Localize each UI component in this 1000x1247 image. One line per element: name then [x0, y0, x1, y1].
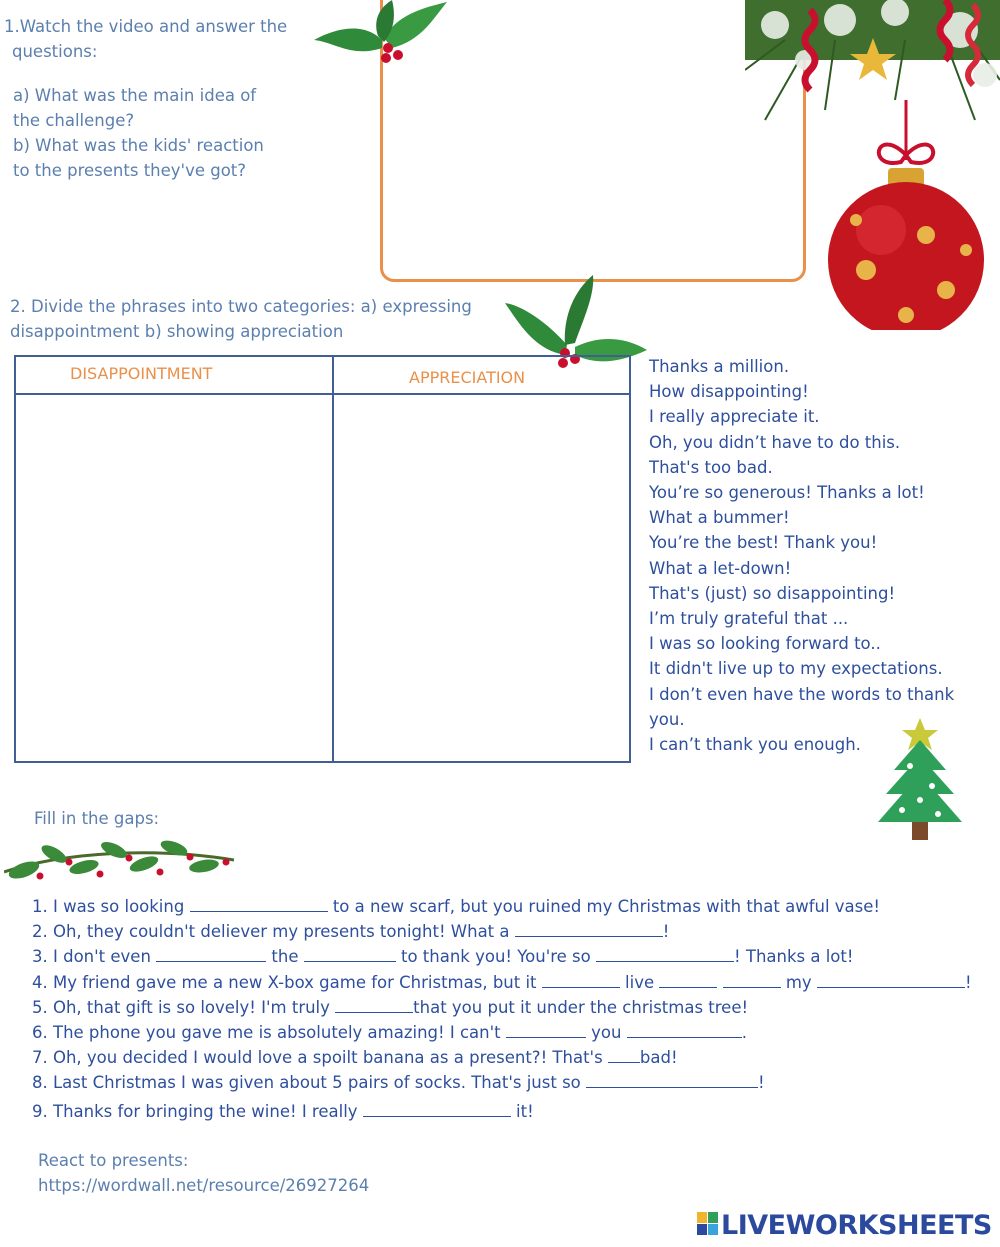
fill-gaps-exercise	[32, 894, 972, 1124]
logo-text: LIVEWORKSHEETS	[721, 1210, 992, 1241]
sentence-1: 1. I was so looking to a new scarf, but you ruined my Christmas with that awful vase!	[32, 897, 881, 916]
react-label: React to presents:	[38, 1151, 189, 1170]
sentence-4: 4. My friend gave me a new X-box game for Christmas, but it live my !	[32, 972, 972, 992]
phrase-item[interactable]: I can’t thank you enough.	[649, 735, 861, 755]
phrase-item[interactable]: you.	[649, 709, 685, 729]
phrase-item[interactable]: Oh, you didn’t have to do this.	[649, 432, 901, 452]
question-b-cont: to the presents they've got?	[13, 161, 247, 180]
logo-cubes-icon	[697, 1212, 719, 1236]
phrase-item[interactable]: It didn't live up to my expectations.	[649, 659, 943, 679]
gap-input[interactable]	[817, 971, 965, 988]
column-header-disappointment: DISAPPOINTMENT	[70, 364, 213, 383]
question-block-1	[4, 14, 287, 183]
gap-input[interactable]	[156, 945, 266, 962]
wordwall-link[interactable]: https://wordwall.net/resource/26927264	[38, 1176, 370, 1195]
gap-input[interactable]	[363, 1100, 511, 1117]
ornament-icon	[826, 100, 986, 330]
fill-gaps-heading: Fill in the gaps:	[34, 809, 160, 828]
phrase-item[interactable]: Thanks a million.	[649, 357, 790, 376]
section2-instruction-line2: disappointment b) showing appreciation	[10, 322, 344, 341]
sentence-8: 8. Last Christmas I was given about 5 pairs of socks. That's just so !	[32, 1073, 765, 1093]
phrase-item[interactable]: You’re so generous! Thanks a lot!	[649, 483, 925, 503]
section2-instruction-line1: 2. Divide the phrases into two categories: a) expressing	[10, 297, 472, 316]
drop-zone-appreciation[interactable]	[334, 395, 629, 761]
gap-input[interactable]	[335, 996, 413, 1013]
phrase-item[interactable]: That's too bad.	[649, 457, 773, 477]
gap-input[interactable]	[627, 1021, 742, 1038]
holly-garland-icon	[4, 832, 234, 890]
sentence-2: 2. Oh, they couldn't deliever my presents tonight! What a !	[32, 922, 670, 942]
sentence-7: 7. Oh, you decided I would love a spoilt banana as a present?! That's bad!	[32, 1048, 678, 1068]
gap-input[interactable]	[190, 895, 328, 912]
drop-zone-disappointment[interactable]	[16, 395, 332, 761]
gap-input[interactable]	[596, 945, 734, 962]
gap-input[interactable]	[723, 971, 781, 988]
holly-icon	[312, 0, 452, 70]
christmas-tree-icon	[876, 718, 964, 842]
gap-input[interactable]	[515, 920, 663, 937]
question-b: b) What was the kids' reaction	[13, 136, 264, 155]
phrase-item[interactable]: That's (just) so disappointing!	[649, 583, 896, 603]
section2-instruction	[10, 294, 472, 344]
phrase-item[interactable]: I was so looking forward to..	[649, 634, 881, 654]
section1-heading-cont: questions:	[12, 42, 98, 61]
section1-heading: 1.Watch the video and answer the	[4, 17, 288, 36]
sentence-6: 6. The phone you gave me is absolutely amazing! I can't you .	[32, 1023, 747, 1043]
phrase-item[interactable]: You’re the best! Thank you!	[649, 533, 878, 553]
question-a: a) What was the main idea of	[13, 86, 257, 105]
phrase-item[interactable]: I really appreciate it.	[649, 407, 820, 427]
phrase-item[interactable]: I’m truly grateful that ...	[649, 609, 849, 629]
phrase-item[interactable]: What a let-down!	[649, 558, 792, 578]
sorting-table	[14, 355, 631, 763]
sentence-5: 5. Oh, that gift is so lovely! I'm truly that you put it under the christmas tree!	[32, 997, 749, 1017]
gap-input[interactable]	[542, 971, 620, 988]
sentence-3: 3. I don't even the to thank you! You're so ! Thanks a lot!	[32, 947, 854, 967]
question-a-cont: the challenge?	[13, 111, 135, 130]
phrase-item[interactable]: What a bummer!	[649, 508, 790, 528]
phrase-list	[649, 354, 954, 757]
gap-input[interactable]	[304, 945, 396, 962]
sentence-9: 9. Thanks for bringing the wine! I really it!	[32, 1101, 534, 1121]
gap-input[interactable]	[506, 1021, 586, 1038]
gap-input[interactable]	[659, 971, 717, 988]
gap-input[interactable]	[586, 1071, 758, 1088]
gap-input[interactable]	[608, 1046, 640, 1063]
phrase-item[interactable]: How disappointing!	[649, 382, 809, 402]
liveworksheets-logo	[697, 1210, 992, 1241]
phrase-item[interactable]: I don’t even have the words to thank	[649, 684, 955, 704]
column-header-appreciation: APPRECIATION	[409, 368, 526, 387]
